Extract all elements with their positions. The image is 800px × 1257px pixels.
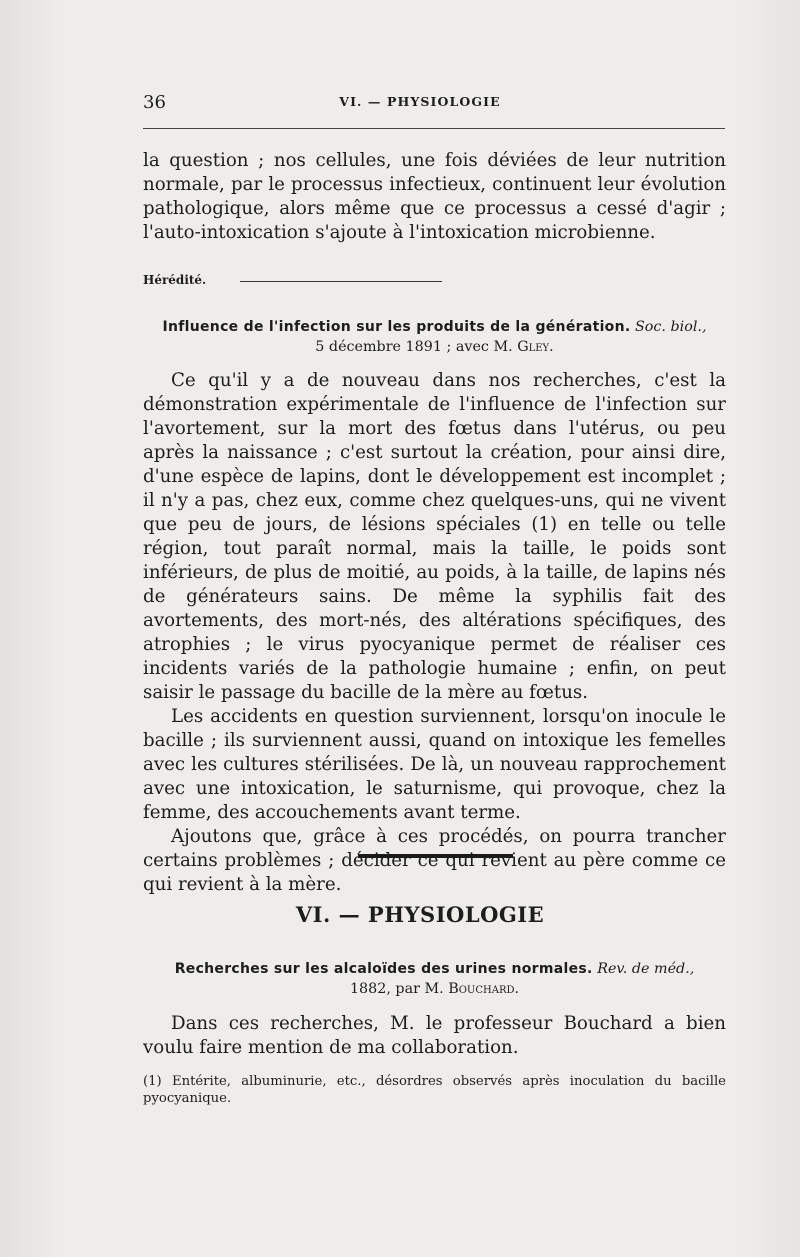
body-text [143, 369, 726, 897]
page-number: 36 [143, 92, 166, 113]
heredite-rule [240, 281, 442, 282]
reference-1-title: Influence de l'infection sur les produits de la génération. [162, 319, 631, 335]
reference-2-suffix: . [514, 981, 520, 997]
reference-1 [143, 317, 726, 357]
running-head: VI. — PHYSIOLOGIE [339, 94, 501, 109]
reference-1-source: Soc. biol., [635, 319, 707, 335]
reference-2-author: Bouchard [448, 981, 515, 997]
intro-paragraph: la question ; nos cellules, une fois déviées de leur nutrition normale, par le processus infectieux, continuent leur évolution pathologique, alors même que ce processus a cessé d'agir ; l'auto-intoxication s'ajoute à l'intoxication microbienne. [143, 150, 726, 243]
reference-1-details: 5 décembre 1891 ; avec M. [315, 339, 518, 355]
section-title: VI. — PHYSIOLOGIE [295, 902, 545, 927]
heredite-heading: Hérédité. [143, 273, 207, 287]
body-paragraph: Ajoutons que, grâce à ces procédés, on pourra trancher certains problèmes ; décider ce qui revient au père comme ce qui revient à la mère. [143, 826, 726, 895]
section-paragraph: Dans ces recherches, M. le professeur Bouchard a bien voulu faire mention de ma collaboration. [143, 1013, 726, 1058]
section-divider [358, 854, 513, 858]
reference-1-author: Gley [517, 339, 550, 355]
reference-2-source: Rev. de méd., [597, 961, 695, 977]
reference-2 [143, 959, 726, 999]
reference-2-title: Recherches sur les alcaloïdes des urines normales. [174, 961, 593, 977]
header-rule [143, 128, 725, 129]
body-paragraph: Ce qu'il y a de nouveau dans nos recherches, c'est la démonstration expérimentale de l'influence de l'infection sur l'avortement, sur la mort des fœtus dans l'utérus, ou peu après la naissance ; c'est surtout la création, pour ainsi dire, d'une espèce de lapins, dont le développement est incomplet ; il n'y a pas, chez eux, comme chez quelques-uns, qui ne vivent que peu de jours, de lésions spéciales (1) en telle ou telle région, tout paraît normal, mais la taille, le poids sont inférieurs, de plus de moitié, au poids, à la taille, de lapins nés de générateurs sains. De même la syphilis fait des avortements, des mort-nés, des altérations spécifiques, des atrophies ; le virus pyocyanique permet de réaliser ces incidents variés de la pathologie humaine ; enfin, on peut saisir le passage du bacille de la mère au fœtus. [143, 370, 726, 703]
footnote: (1) Entérite, albuminurie, etc., désordres observés après inoculation du bacille pyocyanique. [143, 1074, 726, 1106]
reference-1-suffix: . [549, 339, 554, 355]
body-paragraph: Les accidents en question surviennent, lorsqu'on inocule le bacille ; ils surviennent aussi, quand on intoxique les femelles avec les cultures stérilisées. De là, un nouveau rapprochement avec une intoxication, le saturnisme, qui provoque, chez la femme, des accouchements avant terme. [143, 706, 726, 823]
reference-2-details: 1882, par M. [349, 981, 449, 997]
